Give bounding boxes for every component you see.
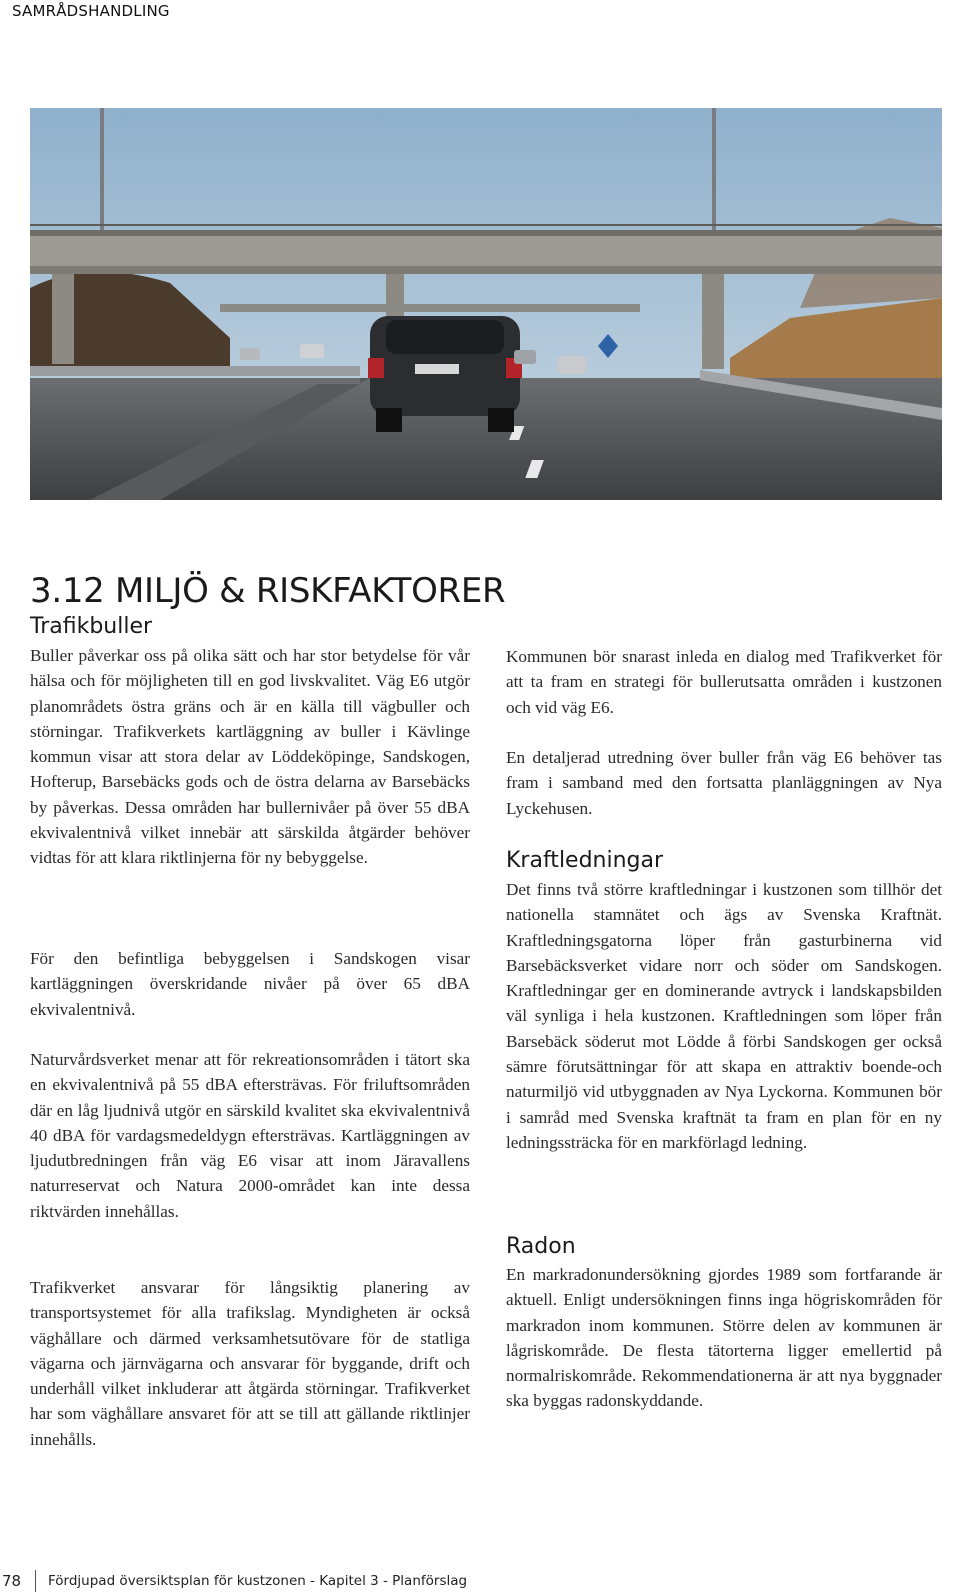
section-heading-radon: Radon <box>506 1234 576 1259</box>
chapter-title: 3.12 MILJÖ & RISKFAKTORER <box>30 570 506 611</box>
paragraph: Buller påverkar oss på olika sätt och har stor betydelse för vår hälsa och för möjligheten till en god livskvalitet. Väg E6 utgör planområdets östra gräns och är en källa till vägbuller och störningar. Trafikverkets kartläggning av buller i Kävlinge kommun visar att stora delar av Löddeköpinge, Sandskogen, Hofterup, Barsebäcks gods och de östra delarna av Barsebäcks by påverkas. Dessa områden har bullernivåer på över 55 dBA ekvivalentnivå vilket innebär att särskilda åtgärder behöver vidtas för att klara riktlinjerna för ny bebyggelse. <box>30 646 470 868</box>
paragraph: En markradonundersökning gjordes 1989 som fortfarande är aktuell. Enligt undersökningen finns inga högriskområden för markradon inom kommunen. Större delen av kommunen är lågriskområde. De flesta tätorterna ligger emellertid på normalriskområde. Rekommendationerna är att nya byggnader ska byggas radonskyddande. <box>506 1265 942 1411</box>
highway-bridge-photo <box>30 108 942 500</box>
paragraph: En detaljerad utredning över buller från väg E6 behöver tas fram i samband med den fortsatta planläggningen av Nya Lyckehusen. <box>506 748 942 818</box>
paragraph: Kommunen bör snarast inleda en dialog med Trafikverket för att ta fram en strategi för bullerutsatta områden i kustzonen och vid väg E6. <box>506 647 942 717</box>
paragraph: Trafikverket ansvarar för långsiktig planering av transportsystemet för alla trafikslag. Myndigheten är också väghållare och därmed verksamhetsutövare för de statliga vägarna och järnvägarna och ansvarar för byggande, drift och underhåll vilket inkluderar att åtgärda störningar. Trafikverket har som väghållare ansvaret för att se till att gällande riktlinjer innehålls. <box>30 1278 470 1449</box>
section-heading-trafikbuller: Trafikbuller <box>30 614 153 639</box>
page-number: 78 <box>2 1572 22 1590</box>
paragraph: För den befintliga bebyggelsen i Sandskogen visar kartläggningen överskridande nivåer på över 65 dBA ekvivalentnivå. <box>30 949 470 1019</box>
footer-title: Fördjupad översiktsplan för kustzonen - Kapitel 3 - Planförslag <box>48 1573 468 1589</box>
footer-divider <box>35 1570 36 1592</box>
paragraph: Det finns två större kraftledningar i kustzonen som tillhör det nationella stamnätet och ägs av Svenska Kraftnät. Kraftledningsgatorna löper från gasturbinerna vid Barsebäcksverket vidare norr och söder om Sandskogen. Kraftledningar ger en dominerande avtryck i landskapsbilden väl synliga i hela kustzonen. Kraftledningen som löper från Barsebäck söderut mot Lödde å förbi Sandskogen ger också sämre förutsättningar för att skapa en attraktiv boende-och naturmiljö vid utbyggnaden av Nya Lyckorna. Kommunen bör i samråd med Svenska kraftnät ta fram en plan för en ny ledningssträcka för en markförlagd ledning. <box>506 880 942 1152</box>
paragraph: Naturvårdsverket menar att för rekreationsområden i tätort ska en ekvivalentnivå på 55 dBA eftersträvas. För friluftsområden där en låg ljudnivå utgör en särskild kvalitet ska ekvivalentnivå 40 dBA för vardagsmedeldygn eftersträvas. Kartläggningen av ljudutbredningen från väg E6 visar att inom Järavallens naturreservat och Natura 2000-området kan inte dessa riktvärden innehållas. <box>30 1050 470 1221</box>
section-heading-kraftledningar: Kraftledningar <box>506 848 664 873</box>
running-head: SAMRÅDSHANDLING <box>12 2 170 20</box>
